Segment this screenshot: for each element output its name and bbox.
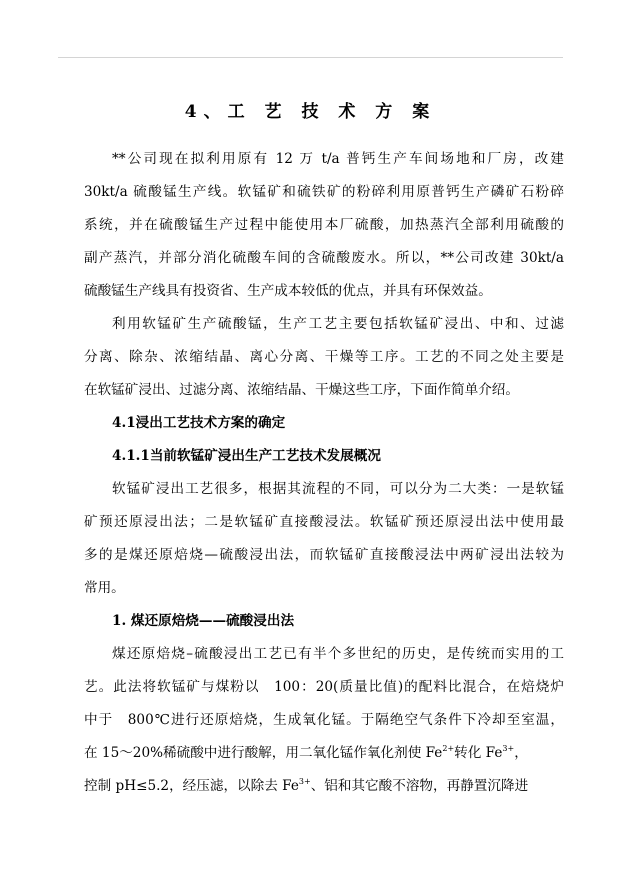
para4-line-2: 艺。此法将软锰矿与煤粉以 100：20(质量比值)的配料比混合，在焙烧炉 — [84, 679, 564, 695]
heading-method-1: 1. 煤还原焙烧——硫酸浸出法 — [112, 613, 295, 629]
para1-line-5: 硫酸锰生产线具有投资省、生产成本较低的优点，并具有环保效益。 — [84, 283, 492, 299]
header-rule — [58, 57, 563, 58]
para4-line-3: 中于 800℃进行还原焙烧，生成氧化锰。于隔绝空气条件下冷却至室温， — [84, 712, 564, 728]
para1-line-3: 系统，并在硫酸锰生产过程中能使用本厂硫酸，加热蒸汽全部利用硫酸的 — [84, 217, 564, 233]
para2-line-3: 在软锰矿浸出、过滤分离、浓缩结晶、干燥这些工序，下面作简单介绍。 — [84, 382, 519, 398]
para3-line-1: 软锰矿浸出工艺很多，根据其流程的不同，可以分为二大类：一是软锰 — [112, 481, 564, 497]
heading-4-1-1: 4.1.1当前软锰矿浸出生产工艺技术发展概况 — [112, 448, 381, 464]
fe3-superscript: 3+ — [502, 744, 515, 753]
para4-line-4 — [84, 744, 564, 762]
fe3-superscript-2: 3+ — [298, 777, 311, 786]
para4-line-5-text-a: 控制 pH≤5.2，经压滤，以除去 Fe — [84, 778, 299, 794]
para4-line-1: 煤还原焙烧–硫酸浸出工艺已有半个多世纪的历史，是传统而实用的工 — [112, 646, 564, 662]
para3-line-2: 矿预还原浸出法；二是软锰矿直接酸浸法。软锰矿预还原浸出法中使用最 — [84, 514, 564, 530]
para3-line-4: 常用。 — [84, 580, 125, 596]
heading-4-1: 4.1浸出工艺技术方案的确定 — [112, 415, 286, 431]
para1-line-1: **公司现在拟利用原有 12 万 t/a 普钙生产车间场地和厂房，改建 — [112, 151, 564, 167]
para4-line-4-text-a: 在 15～20%稀硫酸中进行酸解，用二氧化锰作氧化剂使 Fe — [84, 745, 443, 761]
page-title: 4、工 艺 技 术 方 案 — [184, 102, 437, 122]
para2-line-1: 利用软锰矿生产硫酸锰，生产工艺主要包括软锰矿浸出、中和、过滤 — [112, 316, 564, 332]
para3-line-3: 多的是煤还原焙烧—硫酸浸出法，而软锰矿直接酸浸法中两矿浸出法较为 — [84, 547, 564, 563]
para2-line-2: 分离、除杂、浓缩结晶、离心分离、干燥等工序。工艺的不同之处主要是 — [84, 349, 564, 365]
para1-line-4: 副产蒸汽，并部分消化硫酸车间的含硫酸废水。所以，**公司改建 30kt/a — [84, 250, 564, 266]
para4-line-5-text-b: 、铝和其它酸不溶物，再静置沉降进 — [310, 778, 529, 794]
para4-line-4-text-b: 转化 Fe — [454, 745, 503, 761]
fe2-superscript: 2+ — [442, 744, 455, 753]
para4-line-4-text-c: ， — [514, 745, 528, 761]
para1-line-2: 30kt/a 硫酸锰生产线。软锰矿和硫铁矿的粉碎利用原普钙生产磷矿石粉碎 — [84, 184, 564, 200]
para4-line-5 — [84, 777, 564, 795]
